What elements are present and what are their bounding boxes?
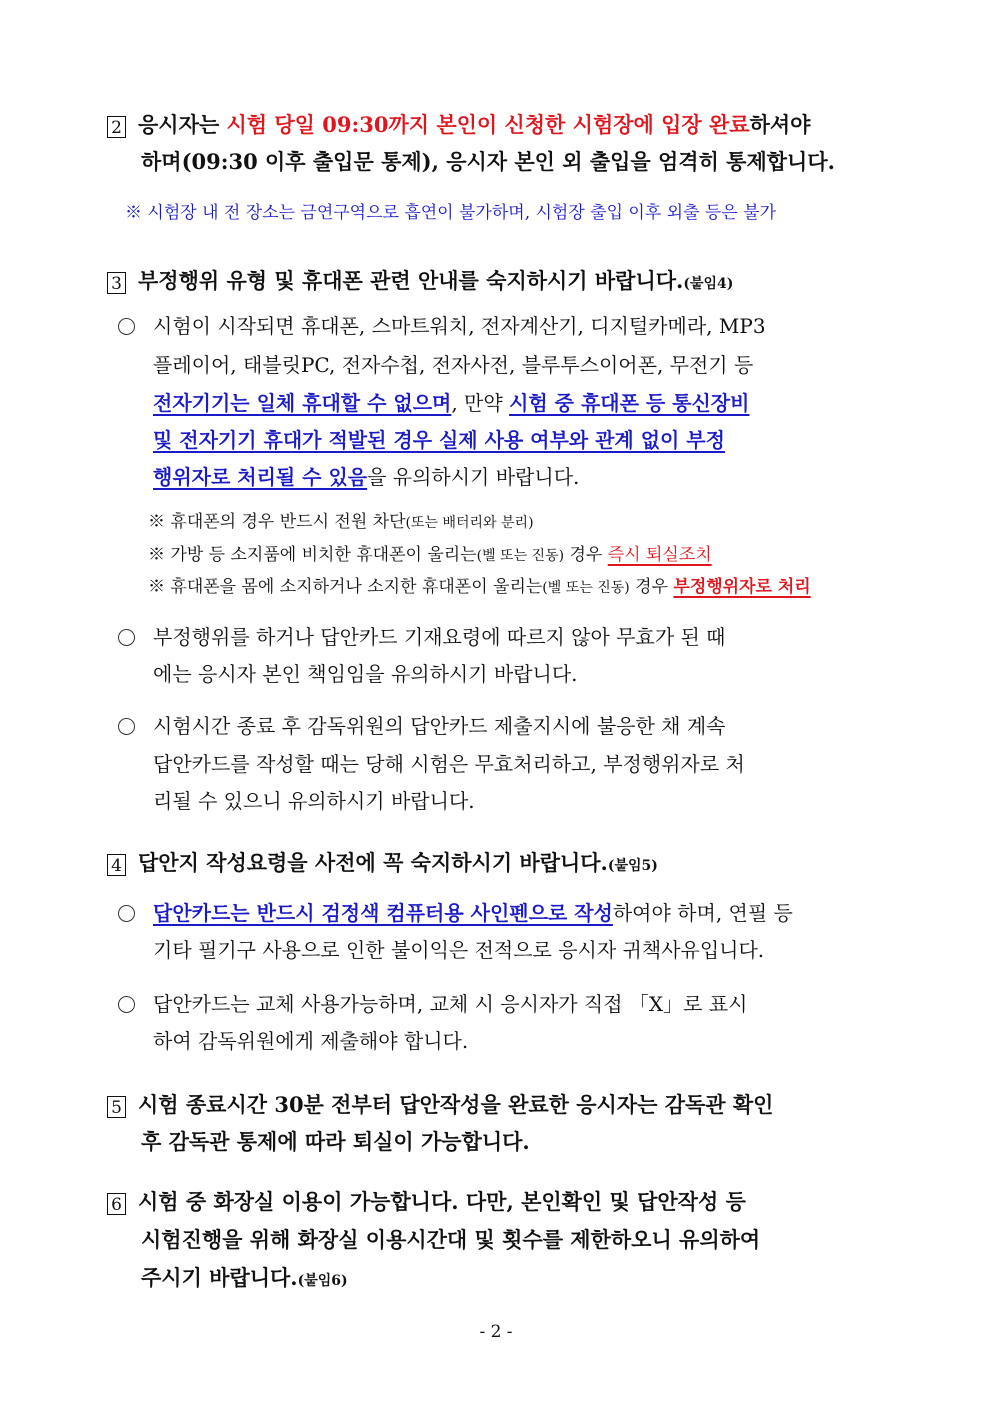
- s3-b1-line-3: [153, 385, 749, 421]
- text: 즉시 퇴실조치: [607, 545, 712, 565]
- s4-b2-line-2: 하여 감독위원에게 제출해야 합니다.: [153, 1029, 469, 1053]
- section-number-box: 4: [107, 854, 126, 876]
- text: 시험 중 화장실 이용이 가능합니다. 다만, 본인확인 및 답안작성 등: [138, 1189, 746, 1214]
- bullet-circle-icon: [118, 718, 135, 735]
- text: (붙임4): [683, 276, 734, 292]
- section-5-line-1: [107, 1087, 773, 1123]
- s4-b2-line-1: 답안카드는 교체 사용가능하며, 교체 시 응시자가 직접 「X」로 표시: [153, 992, 748, 1016]
- s3-b3-line-2: 답안카드를 작성할 때는 당해 시험은 무효처리하고, 부정행위자로 처: [153, 752, 745, 776]
- section-2-line-2: 하며(09:30 이후 출입문 통제), 응시자 본인 외 출입을 엄격히 통제합니다.: [141, 149, 835, 174]
- s3-b2-line-2: 에는 응시자 본인 책임임을 유의하시기 바랍니다.: [153, 662, 578, 686]
- text: (붙임6): [297, 1273, 348, 1289]
- section-2-note: ※ 시험장 내 전 장소는 금연구역으로 흡연이 불가하며, 시험장 출입 이후 외출 등은 불가: [125, 203, 777, 223]
- text: (벨 또는 진동): [542, 580, 630, 596]
- text: ※ 가방 등 소지품에 비치한 휴대폰이 울리는: [148, 545, 477, 565]
- section-4-title: [107, 845, 658, 884]
- bullet-circle-icon: [118, 996, 135, 1013]
- text: 을 유의하시기 바랍니다.: [367, 465, 580, 489]
- section-6-line-3: [141, 1260, 348, 1299]
- text: 답안카드는 반드시 검정색 컴퓨터용 사인펜으로 작성: [153, 901, 613, 925]
- text: 경우: [629, 577, 674, 597]
- section-2-line-1: [107, 107, 897, 143]
- s3-b1-line-1: 시험이 시작되면 휴대폰, 스마트워치, 전자계산기, 디지털카메라, MP3: [153, 314, 766, 338]
- text: (벨 또는 진동): [476, 548, 565, 564]
- section-number-box: 3: [107, 272, 126, 294]
- text: 하셔야: [749, 112, 811, 137]
- bullet-circle-icon: [118, 905, 135, 922]
- text: ※ 휴대폰의 경우 반드시 전원 차단: [148, 512, 406, 532]
- text: 부정행위자로 처리: [673, 577, 811, 597]
- text: , 만약: [451, 391, 510, 415]
- s3-note-3: [148, 572, 811, 603]
- section-6-line-2: 시험진행을 위해 화장실 이용시간대 및 횟수를 제한하오니 유의하여: [141, 1227, 761, 1252]
- text: 답안지 작성요령을 사전에 꼭 숙지하시기 바랍니다.: [138, 850, 608, 875]
- s3-b1-line-5: [153, 459, 579, 495]
- s3-b3-line-3: 리될 수 있으니 유의하시기 바랍니다.: [153, 789, 475, 813]
- s3-note-2: [148, 540, 712, 571]
- s3-b1-line-2: 플레이어, 태블릿PC, 전자수첩, 전자사전, 블루투스이어폰, 무전기 등: [153, 353, 754, 377]
- text: 부정행위 유형 및 휴대폰 관련 안내를 숙지하시기 바랍니다.: [138, 268, 684, 293]
- s4-b1-line-2: 기타 필기구 사용으로 인한 불이익은 전적으로 응시자 귀책사유입니다.: [153, 938, 765, 962]
- text: 주시기 바랍니다.: [141, 1265, 298, 1290]
- text: 전자기기는 일체 휴대할 수 없으며: [153, 391, 452, 415]
- section-number-box: 5: [107, 1096, 126, 1118]
- bullet-circle-icon: [118, 629, 135, 646]
- text: 응시자는: [138, 112, 227, 137]
- s4-b1-line-1: [153, 895, 793, 931]
- bullet-circle-icon: [118, 318, 135, 335]
- text: 시험 종료시간 30분 전부터 답안작성을 완료한 응시자는 감독관 확인: [138, 1092, 774, 1117]
- highlight-red: 시험 당일 09:30까지 본인이 신청한 시험장에 입장 완료: [226, 112, 750, 137]
- section-3-title: [107, 263, 733, 302]
- text: 시험 중 휴대폰 등 통신장비: [509, 391, 750, 415]
- section-5-line-2: 후 감독관 통제에 따라 퇴실이 가능합니다.: [141, 1129, 530, 1154]
- s3-note-1: [148, 507, 534, 538]
- s3-b1-line-4: 및 전자기기 휴대가 적발된 경우 실제 사용 여부와 관계 없이 부정: [153, 428, 725, 452]
- section-number-box: 2: [107, 116, 126, 138]
- text: 경우: [564, 545, 608, 565]
- text: 행위자로 처리될 수 있음: [153, 465, 368, 489]
- text: ※ 휴대폰을 몸에 소지하거나 소지한 휴대폰이 울리는: [148, 577, 543, 597]
- section-number-box: 6: [107, 1193, 126, 1215]
- text: (또는 배터리와 분리): [405, 515, 534, 531]
- s3-b2-line-1: 부정행위를 하거나 답안카드 기재요령에 따르지 않아 무효가 된 때: [153, 625, 726, 649]
- page-number: - 2 -: [479, 1322, 513, 1342]
- text: 하여야 하며, 연필 등: [612, 901, 793, 925]
- text: (붙임5): [607, 858, 658, 874]
- section-6-line-1: [107, 1184, 746, 1220]
- s3-b3-line-1: 시험시간 종료 후 감독위원의 답안카드 제출지시에 불응한 채 계속: [153, 714, 726, 738]
